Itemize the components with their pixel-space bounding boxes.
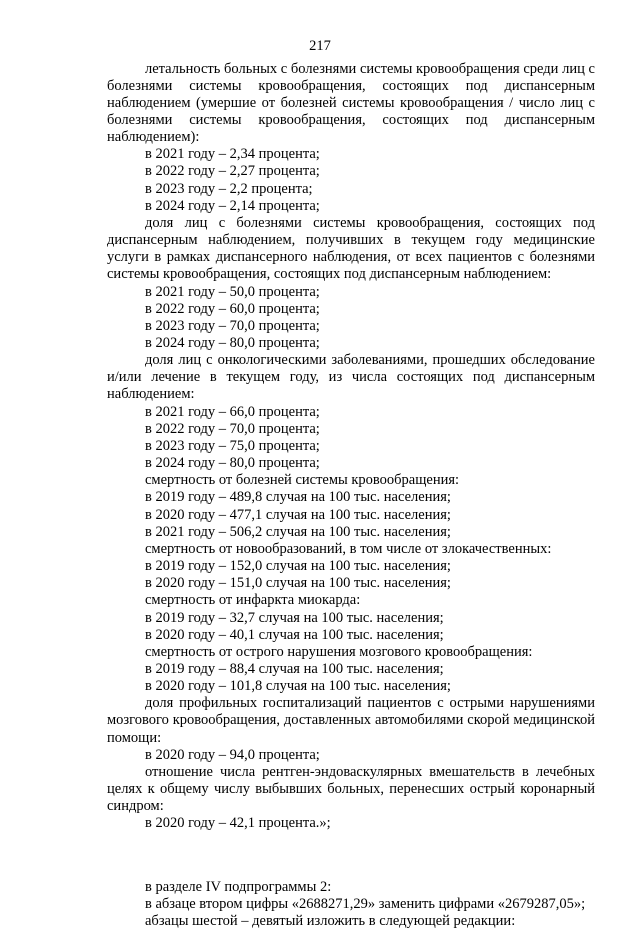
list-item: в 2020 году – 40,1 случая на 100 тыс. населения; xyxy=(107,627,595,644)
list-item: смертность от острого нарушения мозгового кровообращения: xyxy=(107,644,595,661)
paragraph: летальность больных с болезнями системы кровообращения среди лиц с болезнями системы кровообращения, состоящих под диспансерным наблюдением (умершие от болезней системы кровообращения / число лиц с болезнями системы кровообращения, состоящих под диспансерным наблюдением): xyxy=(107,61,595,147)
list-item: в разделе IV подпрограммы 2: xyxy=(107,879,595,896)
list-item: в 2020 году – 94,0 процента; xyxy=(107,747,595,764)
list-item: в 2020 году – 151,0 случая на 100 тыс. населения; xyxy=(107,575,595,592)
list-item: в 2022 году – 2,27 процента; xyxy=(107,163,595,180)
list-item: в 2019 году – 152,0 случая на 100 тыс. населения; xyxy=(107,558,595,575)
list-item: в 2024 году – 80,0 процента; xyxy=(107,335,595,352)
list-item: в 2019 году – 32,7 случая на 100 тыс. населения; xyxy=(107,610,595,627)
list-item: абзацы шестой – девятый изложить в следующей редакции: xyxy=(107,913,595,930)
list-item: в 2022 году – 70,0 процента; xyxy=(107,421,595,438)
list-item: в 2021 году – 66,0 процента; xyxy=(107,404,595,421)
list-item: в 2022 году – 60,0 процента; xyxy=(107,301,595,318)
list-item: смертность от инфаркта миокарда: xyxy=(107,592,595,609)
paragraph: доля профильных госпитализаций пациентов с острыми нарушениями мозгового кровообращения, доставленных автомобилями скорой медицинской помощи: xyxy=(107,695,595,746)
list-item: в 2020 году – 101,8 случая на 100 тыс. населения; xyxy=(107,678,595,695)
paragraph: доля лиц с болезнями системы кровообращения, состоящих под диспансерным наблюдением, получивших в текущем году медицинские услуги в рамках диспансерного наблюдения, от всех пациентов с болезнями системы кровообращения, состоящих под диспансерным наблюдением: xyxy=(107,215,595,284)
list-item: смертность от болезней системы кровообращения: xyxy=(107,472,595,489)
list-item: в 2020 году – 42,1 процента.»; xyxy=(107,815,595,832)
list-item: в 2023 году – 2,2 процента; xyxy=(107,181,595,198)
list-item: в абзаце втором цифры «2688271,29» заменить цифрами «2679287,05»; xyxy=(107,896,595,913)
list-item: в 2023 году – 75,0 процента; xyxy=(107,438,595,455)
list-item: в 2024 году – 2,14 процента; xyxy=(107,198,595,215)
list-item: в 2019 году – 88,4 случая на 100 тыс. населения; xyxy=(107,661,595,678)
list-item: в 2021 году – 50,0 процента; xyxy=(107,284,595,301)
list-item: в 2021 году – 506,2 случая на 100 тыс. населения; xyxy=(107,524,595,541)
list-item: в 2024 году – 80,0 процента; xyxy=(107,455,595,472)
paragraph: доля лиц с онкологическими заболеваниями, прошедших обследование и/или лечение в текущем году, из числа состоящих под диспансерным наблюдением: xyxy=(107,352,595,403)
paragraph-spacer xyxy=(107,847,595,864)
page-number: 217 xyxy=(0,38,640,55)
paragraph: отношение числа рентген-эндоваскулярных вмешательств в лечебных целях к общему числу выбывших больных, перенесших острый коронарный синдром: xyxy=(107,764,595,815)
document-body xyxy=(107,61,595,930)
list-item: в 2019 году – 489,8 случая на 100 тыс. населения; xyxy=(107,489,595,506)
list-item: смертность от новообразований, в том числе от злокачественных: xyxy=(107,541,595,558)
list-item: в 2021 году – 2,34 процента; xyxy=(107,146,595,163)
list-item: в 2023 году – 70,0 процента; xyxy=(107,318,595,335)
list-item: в 2020 году – 477,1 случая на 100 тыс. населения; xyxy=(107,507,595,524)
